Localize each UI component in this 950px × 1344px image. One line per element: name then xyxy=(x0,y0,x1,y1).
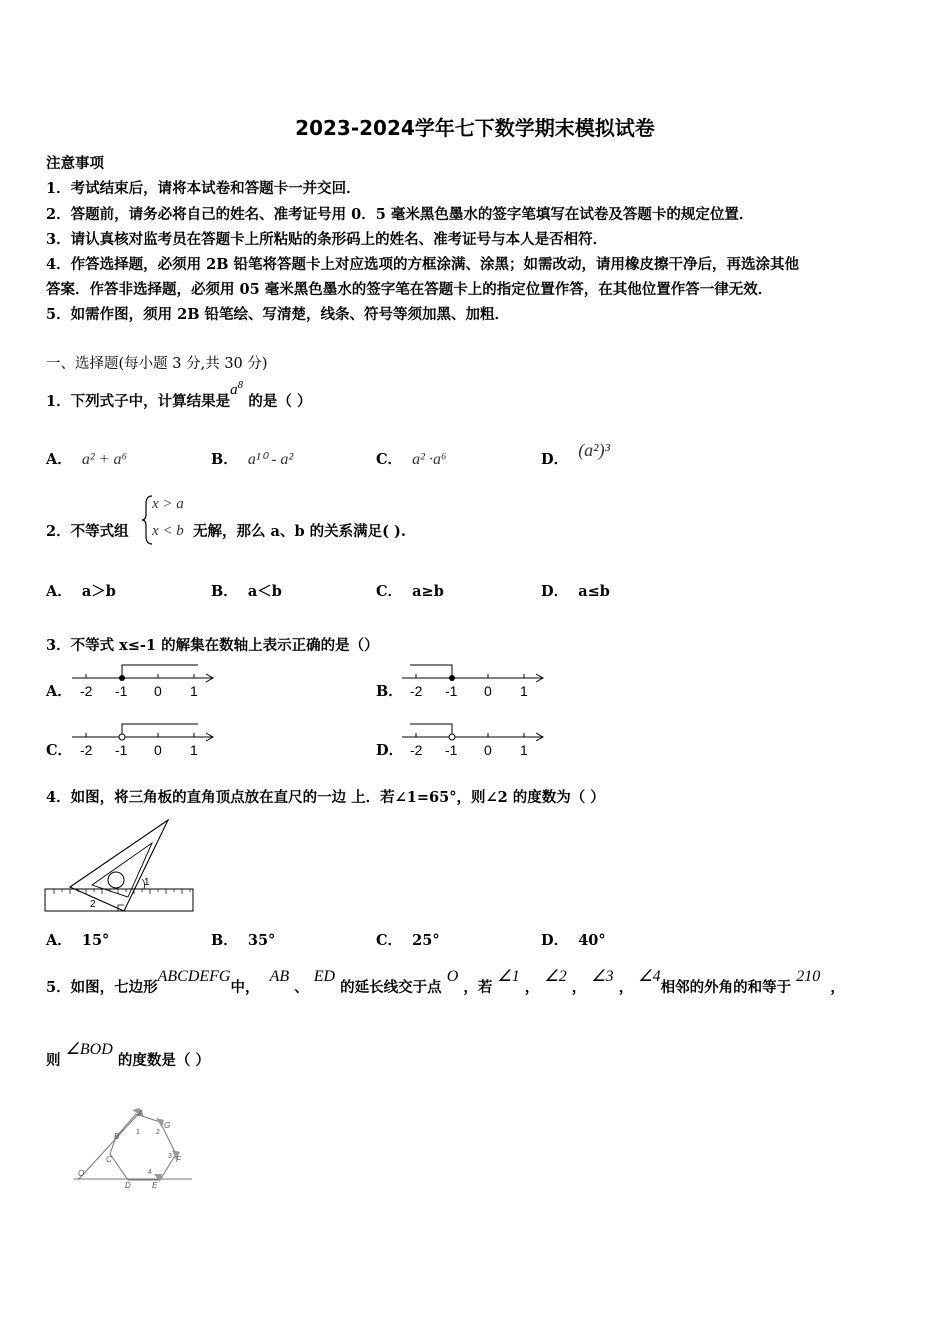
q1-option-b: B． a¹⁰ - a² xyxy=(211,451,294,468)
q3-number-line-a xyxy=(70,660,220,700)
section-heading: 一、选择题(每小题 3 分,共 30 分) xyxy=(46,356,268,372)
q4-option-a: A． 15° xyxy=(46,932,110,949)
q3-stem: 3．不等式 x≤-1 的解集在数轴上表示正确的是（） xyxy=(46,637,379,654)
q2-system-line-2: x < b xyxy=(152,523,184,539)
q5-angle-4: 4 xyxy=(148,1169,152,1176)
tick-label: 0 xyxy=(154,742,162,758)
q1-option-d: D． (a²)³ xyxy=(541,440,610,468)
q1-option-a: A． a² + a⁶ xyxy=(46,451,128,468)
notice-item-1: 1．考试结束后，请将本试卷和答题卡一并交回． xyxy=(46,180,361,197)
tick-label: 0 xyxy=(154,683,162,699)
q5-figure-heptagon xyxy=(70,1104,195,1189)
q5-label-c: C xyxy=(106,1155,112,1164)
q5-stem-line-2: 则 ∠BOD 的度数是（ ） xyxy=(46,1041,210,1069)
q4-stem: 4．如图，将三角板的直角顶点放在直尺的一边 上．若∠1=65°，则∠2 的度数为（ ） xyxy=(46,789,605,806)
tick-label: 1 xyxy=(190,683,198,699)
q1-stem-exp: 8 xyxy=(237,381,244,392)
q5-angle-2: 2 xyxy=(156,1129,160,1136)
q1-stem-math: a xyxy=(230,382,238,398)
tick-label: 0 xyxy=(484,683,492,699)
q1-option-c: C． a² ·a⁶ xyxy=(376,451,447,468)
q2-option-a: A． a＞b xyxy=(46,583,116,600)
q3-option-c-label: C． xyxy=(46,742,73,759)
q1-stem-prefix: 1．下列式子中，计算结果是 xyxy=(46,393,231,410)
q2-option-c: C． a≥b xyxy=(376,583,444,600)
q4-figure-triangle-ruler xyxy=(44,817,196,917)
tick-label: -2 xyxy=(410,742,423,758)
notice-item-3: 3．请认真核对监考员在答题卡上所粘贴的条形码上的姓名、准考证号与本人是否相符． xyxy=(46,231,608,248)
tick-label: -1 xyxy=(115,683,128,699)
q2-stem-prefix: 2．不等式组 xyxy=(46,523,129,540)
q5-label-d: D xyxy=(125,1181,131,1189)
q4-angle-1-label: 1 xyxy=(144,877,150,888)
notice-item-4-cont: 答案．作答非选择题，必须用 05 毫米黑色墨水的签字笔在答题卡上的指定位置作答，在其他位置作答一律无效． xyxy=(46,281,773,298)
q5-angle-1: 1 xyxy=(136,1129,140,1136)
tick-label: -2 xyxy=(80,742,93,758)
q5-label-e: E xyxy=(152,1181,158,1189)
notice-item-4: 4．作答选择题，必须用 2B 铅笔将答题卡上对应选项的方框涂满、涂黑；如需改动，请用橡皮擦干净后，再选涂其他 xyxy=(46,256,800,273)
notice-heading: 注意事项 xyxy=(46,155,104,172)
q2-option-b: B． a＜b xyxy=(211,583,282,600)
tick-label: -1 xyxy=(115,742,128,758)
q5-label-g: G xyxy=(164,1121,171,1130)
tick-label: -1 xyxy=(445,683,458,699)
q3-number-line-b xyxy=(400,660,550,700)
q3-option-a-label: A． xyxy=(46,683,72,700)
q1-stem-suffix: 的是（ ） xyxy=(248,393,312,410)
q3-number-line-d xyxy=(400,719,550,759)
q4-angle-2-label: 2 xyxy=(90,899,96,910)
notice-item-2: 2．答题前，请务必将自己的姓名、准考证号用 0．5 毫米黑色墨水的签字笔填写在试卷及答题卡的规定位置． xyxy=(46,206,754,223)
q5-label-a: A xyxy=(138,1109,144,1118)
tick-label: -2 xyxy=(80,683,93,699)
tick-label: 0 xyxy=(484,742,492,758)
q5-stem-line-1: 5．如图，七边形ABCDEFG中， AB 、 ED 的延长线交于点 O ，若 ∠1 ， ∠2 ， ∠3 ， ∠4相邻的外角的和等于 210 ， xyxy=(46,968,845,996)
q4-option-d: D． 40° xyxy=(541,932,606,949)
tick-label: 1 xyxy=(520,742,528,758)
q3-option-b-label: B． xyxy=(376,683,403,700)
q3-number-line-c xyxy=(70,719,220,759)
q4-option-b: B． 35° xyxy=(211,932,276,949)
q5-angle-3: 3 xyxy=(168,1153,172,1160)
tick-label: 1 xyxy=(520,683,528,699)
q5-label-b: B xyxy=(114,1132,120,1141)
q2-system-line-1: x > a xyxy=(152,496,184,512)
notice-item-5: 5．如需作图，须用 2B 铅笔绘、写清楚，线条、符号等须加黑、加粗． xyxy=(46,306,510,323)
q5-label-o: O xyxy=(78,1169,85,1178)
q1-stem xyxy=(46,381,312,411)
tick-label: 1 xyxy=(190,742,198,758)
q5-label-f: F xyxy=(176,1155,181,1164)
q4-option-c: C． 25° xyxy=(376,932,440,949)
q2-option-d: D． a≤b xyxy=(541,583,610,600)
tick-label: -2 xyxy=(410,683,423,699)
q3-option-d-label: D． xyxy=(376,742,404,759)
tick-label: -1 xyxy=(445,742,458,758)
exam-title: 2023-2024学年七下数学期末模拟试卷 xyxy=(295,116,655,140)
q2-stem-suffix: 无解，那么 a、b 的关系满足( ). xyxy=(193,523,406,540)
